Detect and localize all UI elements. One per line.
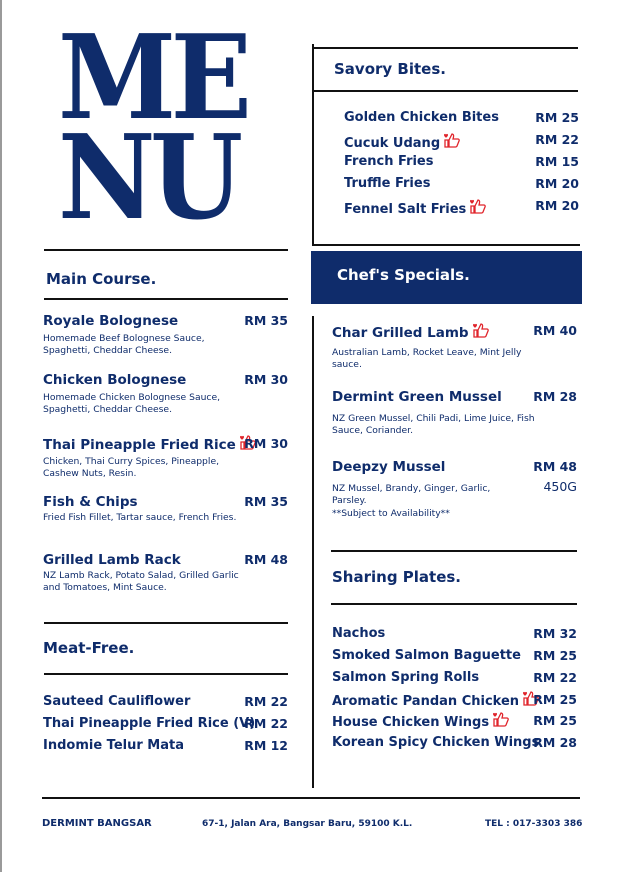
item-truffle-fries: Truffle Fries [344, 176, 431, 191]
chefs-specials-banner [311, 251, 582, 304]
thumbs-up-heart-icon [492, 711, 511, 728]
price-thai-pineapple-fried-rice: RM 30 [244, 436, 288, 451]
price-note-deepzy-mussel: 450G [543, 479, 577, 494]
item-thai-pineapple-fried-rice-v: Thai Pineapple Fried Rice (V) [43, 716, 256, 731]
rule-sharing-under [331, 603, 577, 605]
divider-top [312, 44, 314, 244]
desc-chicken-bolognese: Homemade Chicken Bolognese Sauce, Spaghetti, Cheddar Cheese. [43, 392, 221, 415]
footer-brand: DERMINT BANGSAR [42, 818, 152, 829]
price-fish-and-chips: RM 35 [244, 494, 288, 509]
note-deepzy-mussel: **Subject to Availability** [332, 508, 450, 519]
desc-thai-pineapple-fried-rice: Chicken, Thai Curry Spices, Pineapple, Cashew Nuts, Resin. [43, 456, 220, 479]
item-golden-chicken-bites: Golden Chicken Bites [344, 110, 499, 125]
price-char-grilled-lamb: RM 40 [533, 323, 577, 338]
list-item [43, 434, 258, 453]
item-grilled-lamb-rack: Grilled Lamb Rack [43, 552, 181, 568]
item-korean-spicy-chicken-wings: Korean Spicy Chicken Wings [332, 735, 540, 750]
thumbs-up-heart-icon [469, 198, 488, 215]
section-title-chefs-specials: Chef's Specials. [337, 266, 470, 284]
price-smoked-salmon-baguette: RM 25 [533, 648, 577, 663]
menu-logo-line1: ME [58, 10, 247, 146]
price-aromatic-pandan-chicken: RM 25 [533, 692, 577, 707]
item-royale-bolognese: Royale Bolognese [43, 313, 179, 329]
item-chicken-bolognese: Chicken Bolognese [43, 372, 187, 388]
item-char-grilled-lamb: Char Grilled Lamb [332, 325, 469, 341]
rule-footer [42, 797, 580, 799]
desc-royale-bolognese: Homemade Beef Bolognese Sauce, Spaghetti, Cheddar Cheese. [43, 333, 205, 356]
item-sauteed-cauliflower: Sauteed Cauliflower [43, 694, 191, 709]
item-dermint-green-mussel: Dermint Green Mussel [332, 389, 502, 405]
list-item [332, 690, 541, 709]
thumbs-up-heart-icon [443, 132, 462, 149]
rule-sharing-top [331, 550, 577, 552]
item-indomie-telur-mata: Indomie Telur Mata [43, 738, 184, 753]
price-deepzy-mussel: RM 48 [533, 459, 577, 474]
item-thai-pineapple-fried-rice: Thai Pineapple Fried Rice [43, 437, 236, 453]
price-thai-pineapple-fried-rice-v: RM 22 [244, 716, 288, 731]
page-edge [0, 0, 2, 872]
price-house-chicken-wings: RM 25 [533, 713, 577, 728]
price-french-fries: RM 15 [535, 154, 579, 169]
desc-fish-and-chips: Fried Fish Fillet, Tartar sauce, French Fries. [43, 512, 237, 523]
rule-logo-bottom [44, 249, 288, 251]
list-item [344, 198, 488, 217]
price-sauteed-cauliflower: RM 22 [244, 694, 288, 709]
desc-dermint-green-mussel: NZ Green Mussel, Chili Padi, Lime Juice, Fish Sauce, Coriander. [332, 413, 535, 436]
section-title-sharing-plates: Sharing Plates. [332, 568, 462, 586]
price-truffle-fries: RM 20 [535, 176, 579, 191]
price-chicken-bolognese: RM 30 [244, 372, 288, 387]
item-smoked-salmon-baguette: Smoked Salmon Baguette [332, 648, 521, 663]
item-nachos: Nachos [332, 626, 386, 641]
price-dermint-green-mussel: RM 28 [533, 389, 577, 404]
price-grilled-lamb-rack: RM 48 [244, 552, 288, 567]
item-aromatic-pandan-chicken: Aromatic Pandan Chicken [332, 694, 520, 709]
divider-bottom [312, 316, 314, 788]
rule-savory-under [314, 90, 578, 92]
price-nachos: RM 32 [533, 626, 577, 641]
section-title-savory-bites: Savory Bites. [334, 60, 446, 78]
menu-logo-line2: NU [58, 110, 238, 246]
item-cucuk-udang: Cucuk Udang [344, 136, 441, 151]
rule-main-under [44, 298, 288, 300]
footer-address: 67-1, Jalan Ara, Bangsar Baru, 59100 K.L. [202, 819, 413, 829]
desc-char-grilled-lamb: Australian Lamb, Rocket Leave, Mint Jelly sauce. [332, 347, 522, 370]
price-korean-spicy-chicken-wings: RM 28 [533, 735, 577, 750]
desc-deepzy-mussel: NZ Mussel, Brandy, Ginger, Garlic, Parsley. [332, 483, 491, 506]
rule-meatfree-under [44, 673, 288, 675]
item-french-fries: French Fries [344, 154, 434, 169]
item-deepzy-mussel: Deepzy Mussel [332, 459, 446, 475]
rule-meatfree-top [44, 622, 288, 624]
rule-savory-top [314, 47, 578, 49]
list-item [332, 322, 491, 341]
section-title-main-course: Main Course. [46, 270, 157, 288]
price-golden-chicken-bites: RM 25 [535, 110, 579, 125]
price-royale-bolognese: RM 35 [244, 313, 288, 328]
price-cucuk-udang: RM 22 [535, 132, 579, 147]
price-salmon-spring-rolls: RM 22 [533, 670, 577, 685]
section-title-meat-free: Meat-Free. [43, 639, 135, 657]
list-item [344, 132, 462, 151]
desc-grilled-lamb-rack: NZ Lamb Rack, Potato Salad, Grilled Garlic and Tomatoes, Mint Sauce. [43, 570, 239, 593]
list-item [332, 711, 511, 730]
item-salmon-spring-rolls: Salmon Spring Rolls [332, 670, 480, 685]
rule-savory-bottom [312, 244, 580, 246]
thumbs-up-heart-icon [472, 322, 491, 339]
item-fish-and-chips: Fish & Chips [43, 494, 138, 510]
footer-tel: TEL : 017-3303 386 [485, 819, 583, 829]
price-indomie-telur-mata: RM 12 [244, 738, 288, 753]
item-house-chicken-wings: House Chicken Wings [332, 715, 490, 730]
item-fennel-salt-fries: Fennel Salt Fries [344, 202, 467, 217]
price-fennel-salt-fries: RM 20 [535, 198, 579, 213]
